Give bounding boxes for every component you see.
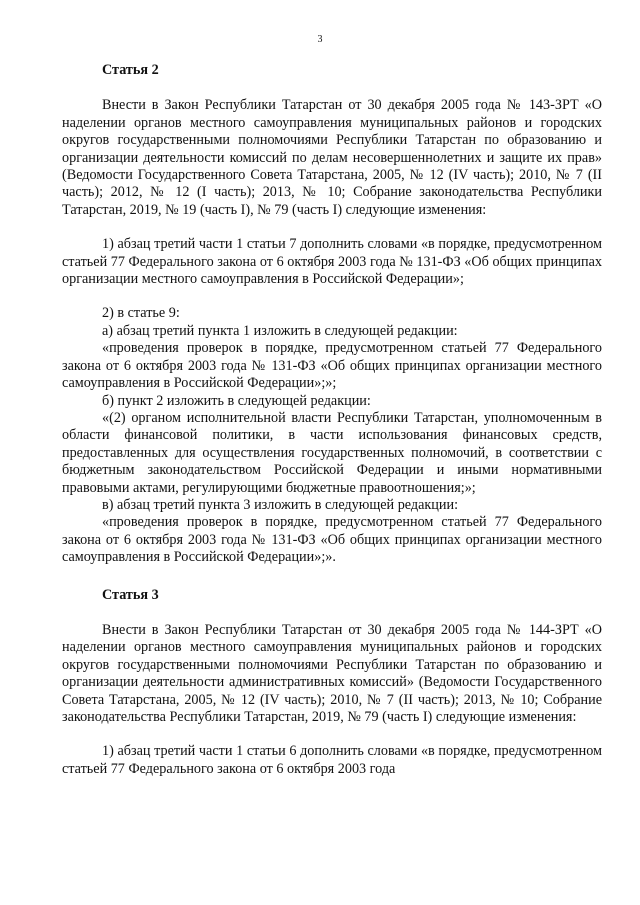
article-3-heading: Статья 3	[102, 586, 159, 603]
article-2-item-1: 1) абзац третий части 1 статьи 7 дополнить словами «в порядке, предусмотренном статьей 77 Федерального закона от 6 октября 2003 года № 131-ФЗ «Об общих принципах организации местного самоуправления в Российской Федерации»;	[62, 236, 602, 288]
article-2-item-2-title: 2) в статье 9:	[102, 305, 180, 322]
page-number: 3	[317, 34, 323, 45]
article-2-item-2a: а) абзац третий пункта 1 изложить в следующей редакции:	[102, 322, 458, 339]
article-2-item-2a-text: «проведения проверок в порядке, предусмотренном статьей 77 Федерального закона от 6 октября 2003 года № 131-ФЗ «Об общих принципах организации местного самоуправления в Российской Федерации»;»;	[62, 340, 602, 392]
article-2-item-2b-text: «(2) органом исполнительной власти Республики Татарстан, уполномоченным в области финансовой политики, в части использования финансовых средств, предоставленных для осуществления государственных полномочий, в соответствии с бюджетным законодательством Российской Федерации и иными нормативными правовыми актами, регулирующими бюджетные правоотношения;»;	[62, 409, 602, 496]
article-3-intro: Внести в Закон Республики Татарстан от 30 декабря 2005 года № 144-ЗРТ «О наделении органов местного самоуправления муниципальных районов и городских округов государственными полномочиями Республики Татарстан по образованию и организации деятельности административных комиссий» (Ведомости Государственного Совета Татарстана, 2005, № 12 (IV часть); 2010, № 7 (II часть); 2013, № 10; Собрание законодательства Республики Татарстан, 2019, № 79 (часть I) следующие изменения:	[62, 621, 602, 725]
article-2-intro: Внести в Закон Республики Татарстан от 30 декабря 2005 года № 143-ЗРТ «О наделении органов местного самоуправления муниципальных районов и городских округов государственными полномочиями Республики Татарстан по образованию и организации деятельности комиссий по делам несовершеннолетних и защите их прав» (Ведомости Государственного Совета Татарстана, 2005, № 12 (IV часть); 2010, № 7 (II часть); 2012, № 12 (I часть); 2013, № 10; Собрание законодательства Республики Татарстан, 2019, № 19 (часть I), № 79 (часть I) следующие изменения:	[62, 97, 602, 218]
article-2-item-2b: б) пункт 2 изложить в следующей редакции:	[102, 392, 371, 409]
document-body	[62, 62, 602, 778]
article-3-item-1: 1) абзац третий части 1 статьи 6 дополнить словами «в порядке, предусмотренном статьей 77 Федерального закона от 6 октября 2003 года	[62, 743, 602, 777]
article-2-item-2c: в) абзац третий пункта 3 изложить в следующей редакции:	[102, 496, 459, 513]
article-2-item-2c-text: «проведения проверок в порядке, предусмотренном статьей 77 Федерального закона от 6 октября 2003 года № 131-ФЗ «Об общих принципах организации местного самоуправления в Российской Федерации»;».	[62, 514, 602, 566]
article-2-heading: Статья 2	[102, 62, 159, 78]
